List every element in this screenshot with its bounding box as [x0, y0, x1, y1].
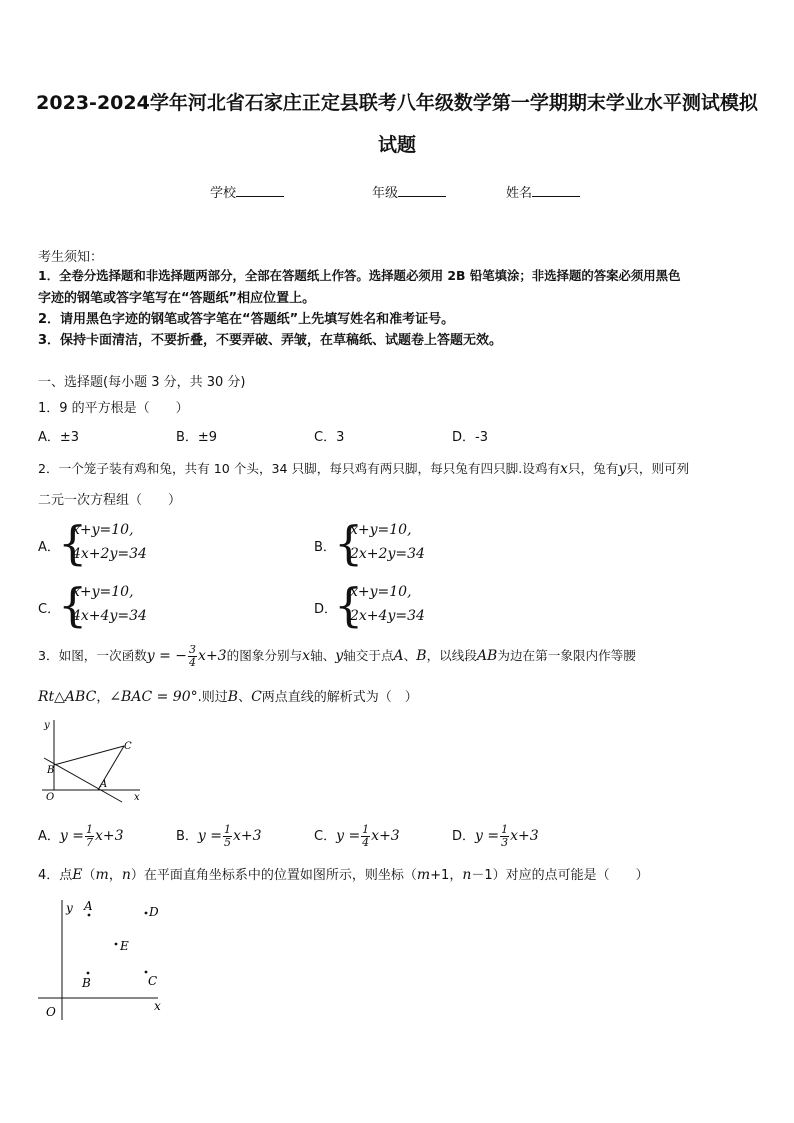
q4-fig-label-x: x — [154, 999, 161, 1013]
q3-option-c-label: C． — [314, 829, 337, 844]
q4-fig-label-y: y — [66, 901, 73, 915]
q3-func-frac — [188, 644, 197, 669]
q4-var-m: m — [95, 867, 109, 883]
grade-label: 年级 — [372, 186, 399, 201]
school-label: 学校 — [210, 186, 237, 201]
q4-stem-c: ， — [108, 868, 122, 883]
q3-option-b[interactable] — [176, 824, 262, 849]
q4-stem-b: （ — [82, 868, 96, 883]
q3-option-b-frac — [223, 824, 232, 849]
q3-line2-sep: 、 — [238, 690, 252, 705]
q3-fig-label-y: y — [44, 720, 50, 731]
q3-fig-label-b: B — [47, 765, 55, 776]
q3-stem — [38, 644, 636, 669]
q2-stem — [38, 458, 689, 477]
q2-stem-line2: 二元一次方程组（ ） — [38, 493, 182, 508]
q1-option-a[interactable]: A．±3 — [38, 430, 80, 445]
q3-triangle: Rt△ABC — [38, 689, 97, 705]
name-blank[interactable] — [532, 184, 580, 197]
q3-option-d-label: D． — [452, 829, 476, 844]
q3-func-lhs: y = − — [146, 648, 188, 664]
q2-option-a-label[interactable]: A． — [38, 540, 60, 555]
name-label: 姓名 — [506, 186, 533, 201]
q2-option-d-eq1: x+y=10, — [350, 584, 412, 600]
school-blank[interactable] — [236, 184, 284, 197]
q4-point-e: E — [72, 867, 83, 883]
notice-item-1: 1．全卷分选择题和非选择题两部分，全部在答题纸上作答。选择题必须用 2B 铅笔填涂；非选择题的答案必须用黑色 — [38, 268, 681, 283]
q2-option-b-label[interactable]: B． — [314, 540, 336, 555]
q3-option-a-lhs: y = — [59, 828, 84, 844]
q3-line2-comma: ， — [96, 690, 110, 705]
q3-tail2: 为边在第一象限内作等腰 — [497, 648, 636, 663]
q3-option-b-den: 5 — [224, 836, 232, 849]
section-heading: 一、选择题(每小题 3 分，共 30 分) — [38, 375, 246, 390]
q3-option-a-label: A． — [38, 829, 60, 844]
q2-option-c-label[interactable]: C． — [38, 602, 61, 617]
q3-point-b: B — [416, 648, 427, 664]
q4-var-n: n — [121, 867, 131, 883]
q3-option-d-rhs: x+3 — [510, 828, 539, 844]
q2-option-a-brace: { — [58, 516, 88, 570]
q4-fig-label-d: D — [149, 905, 159, 919]
q3-option-c-den: 4 — [362, 836, 370, 849]
q3-option-b-label: B． — [176, 829, 198, 844]
notice-heading: 考生须知： — [38, 250, 104, 265]
q3-option-c-rhs: x+3 — [371, 828, 400, 844]
q4-stem-a: 4．点 — [38, 868, 73, 883]
page-title: 2023-2024学年河北省石家庄正定县联考八年级数学第一学期期末学业水平测试模拟 — [36, 92, 758, 114]
q1-stem: 1．9 的平方根是（ ） — [38, 401, 189, 416]
q3-func-rhs: x+3 — [198, 648, 227, 664]
q2-option-d-label[interactable]: D． — [314, 602, 338, 617]
q2-option-c-brace: { — [58, 578, 88, 632]
q3-option-c-num: 1 — [362, 823, 370, 836]
q3-line2-c: C — [251, 689, 262, 705]
q4-fig-label-b: B — [82, 976, 91, 990]
q4-fig-label-e: E — [120, 939, 129, 953]
q2-option-a-eq2: 4x+2y=34 — [72, 546, 147, 562]
grade-field[interactable] — [372, 182, 446, 201]
q2-option-d-eq2: 2x+4y=34 — [350, 608, 425, 624]
page-title-line2: 试题 — [377, 134, 416, 156]
q3-option-d-lhs: y = — [475, 828, 500, 844]
q3-option-c-lhs: y = — [336, 828, 361, 844]
q2-stem-a: 2．一个笼子装有鸡和兔，共有 10 个头，34 只脚，每只鸡有两只脚，每只兔有四只脚.设鸡有 — [38, 461, 561, 476]
q3-option-d-frac — [500, 824, 509, 849]
q4-fig-label-o: O — [46, 1005, 56, 1019]
q3-line2-b: B — [227, 689, 239, 705]
q4-fig-point-b — [87, 972, 90, 975]
q3-option-b-lhs: y = — [197, 828, 223, 844]
q2-stem-b: 只，兔有 — [567, 461, 619, 476]
q2-option-a-eq1: x+y=10, — [72, 522, 134, 538]
q3-angle: ∠BAC = 90° — [109, 689, 198, 705]
name-field[interactable] — [506, 182, 580, 201]
q3-sep: 、 — [403, 648, 417, 663]
q3-option-c[interactable] — [314, 824, 400, 849]
q3-point-a: A — [393, 648, 404, 664]
q3-option-b-num: 1 — [224, 823, 232, 836]
q3-option-d[interactable] — [452, 824, 539, 849]
q3-option-a-den: 7 — [86, 836, 93, 849]
q4-stem-f: －1）对应的点可能是（ ） — [471, 868, 649, 883]
q3-option-c-frac — [361, 824, 370, 849]
q3-mid: 的图象分别与 — [226, 648, 303, 663]
q3-segment: AB — [476, 648, 498, 664]
grade-blank[interactable] — [398, 184, 446, 197]
q3-figure — [36, 716, 156, 808]
q3-option-d-num: 1 — [501, 823, 509, 836]
q3-y-axis: y — [335, 648, 344, 664]
q2-var-x: x — [560, 461, 568, 477]
q1-option-d[interactable]: D．-3 — [452, 430, 488, 445]
q2-option-b-eq2: 2x+2y=34 — [350, 546, 425, 562]
q4-fig-point-c — [145, 971, 148, 974]
q2-stem-c: 只，则可列 — [626, 461, 690, 476]
q4-figure — [36, 896, 176, 1022]
school-field[interactable] — [210, 182, 284, 201]
q2-var-y: y — [618, 461, 627, 477]
q3-option-a-frac — [85, 824, 94, 849]
q3-fig-label-c: C — [124, 741, 132, 752]
q2-option-c-eq1: x+y=10, — [72, 584, 134, 600]
q4-fig-label-a: A — [84, 899, 93, 913]
q3-fig-label-x: x — [134, 792, 140, 803]
q3-option-a[interactable] — [38, 824, 124, 849]
q4-var-m2: m — [416, 867, 431, 883]
q4-stem-d: ）在平面直角坐标系中的位置如图所示，则坐标（ — [130, 868, 417, 883]
q4-fig-label-c: C — [148, 974, 158, 988]
q4-var-n2: n — [462, 867, 472, 883]
q4-stem-e: +1， — [430, 868, 463, 883]
q3-prefix: 3．如图，一次函数 — [38, 648, 147, 663]
q3-option-b-rhs: x+3 — [233, 828, 262, 844]
notice-item-2: 2．请用黑色字迹的钢笔或答字笔在“答题纸”上先填写姓名和准考证号。 — [38, 312, 455, 327]
q3-option-d-den: 3 — [501, 836, 509, 849]
q4-fig-point-d — [145, 912, 148, 915]
q4-fig-point-e — [115, 943, 118, 946]
q4-stem — [38, 864, 649, 883]
q3-line2-mid: .则过 — [197, 690, 228, 705]
notice-item-1-cont: 字迹的钢笔或答字笔写在“答题纸”相应位置上。 — [38, 291, 316, 306]
q2-option-b-brace: { — [334, 516, 364, 570]
q3-func-num: 3 — [189, 643, 197, 656]
q3-fig-side-bc — [54, 746, 124, 765]
q3-line2-tail: 两点直线的解析式为（ ） — [261, 690, 418, 705]
q3-axis-tail: 轴交于点 — [343, 648, 394, 663]
q3-stem-line2 — [38, 686, 418, 705]
q3-x-axis: x — [302, 648, 311, 664]
q3-option-a-rhs: x+3 — [95, 828, 124, 844]
q2-option-c-eq2: 4x+4y=34 — [72, 608, 147, 624]
q3-tail1: ，以线段 — [426, 648, 477, 663]
q3-option-a-num: 1 — [86, 823, 93, 836]
q4-fig-point-a — [88, 914, 91, 917]
q1-option-c[interactable]: C．3 — [314, 430, 345, 445]
q2-option-b-eq1: x+y=10, — [350, 522, 412, 538]
notice-item-3: 3．保持卡面清洁，不要折叠，不要弄破、弄皱，在草稿纸、试题卷上答题无效。 — [38, 333, 503, 348]
q2-option-d-brace: { — [334, 578, 364, 632]
q3-fig-label-a: A — [100, 779, 108, 790]
q3-axis-mid: 轴、 — [310, 648, 336, 663]
q3-fig-label-o: O — [46, 792, 55, 803]
q3-func-den: 4 — [189, 656, 197, 669]
q1-option-b[interactable]: B．±9 — [176, 430, 218, 445]
